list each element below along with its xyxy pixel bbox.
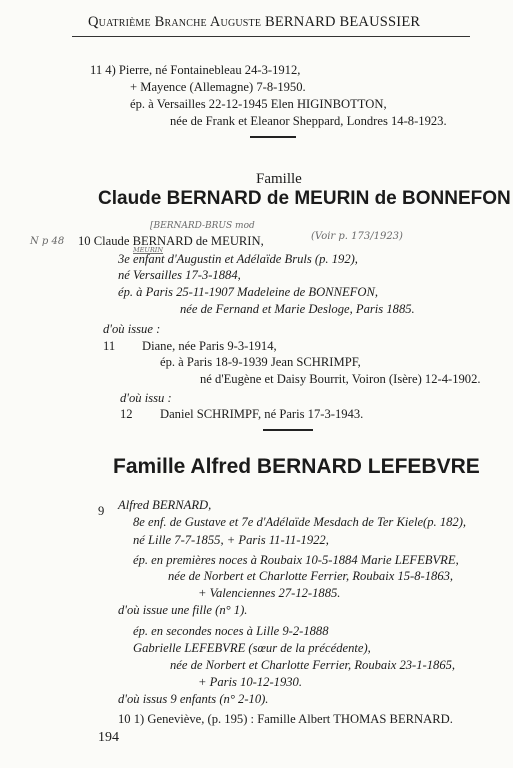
entry-line: ép. en premières noces à Roubaix 10-5-1884 Marie LEFEBVRE, xyxy=(133,553,459,567)
entry-line: née de Norbert et Charlotte Ferrier, Roubaix 23-1-1865, xyxy=(170,658,456,672)
entry-line: Daniel SCHRIMPF, né Paris 17-3-1943. xyxy=(160,407,364,421)
entry-line: Diane, née Paris 9-3-1914, xyxy=(142,339,277,353)
entry-line: Gabrielle LEFEBVRE (sœur de la précédente), xyxy=(133,641,371,655)
entry-line: + Mayence (Allemagne) 7-8-1950. xyxy=(130,80,306,94)
handwritten-annotation: [BERNARD-BRUS mod xyxy=(150,221,255,231)
entry-line: Alfred BERNARD, xyxy=(118,498,212,512)
entry-line: + Valenciennes 27-12-1885. xyxy=(198,586,341,600)
entry-line: ép. à Paris 18-9-1939 Jean SCHRIMPF, xyxy=(160,355,361,369)
entry-line: 10 Claude BERNARD de MEURIN, xyxy=(78,234,264,248)
entry-line: + Paris 10-12-1930. xyxy=(198,675,302,689)
entry-line: 8e enf. de Gustave et 7e d'Adélaïde Mesdach de Ter Kiele(p. 182), xyxy=(133,515,467,529)
entry-number: 9 xyxy=(98,504,105,518)
entry-line: d'où issue : xyxy=(103,322,161,336)
entry-line: 10 1) Geneviève, (p. 195) : Famille Albert THOMAS BERNARD. xyxy=(118,712,453,726)
entry-line: ép. à Versailles 22-12-1945 Elen HIGINBOTTON, xyxy=(130,97,387,111)
entry-line: née de Fernand et Marie Desloge, Paris 1885. xyxy=(180,302,415,316)
entry-line: d'où issus 9 enfants (n° 2-10). xyxy=(118,692,269,706)
running-header: Quatrième Branche Auguste BERNARD BEAUSSIER xyxy=(88,14,421,30)
entry-line: 3e enfant d'Augustin et Adélaïde Bruls (p. 192), xyxy=(118,252,358,266)
margin-note: N p 48 xyxy=(30,236,65,247)
entry-number: 11 xyxy=(103,339,116,353)
entry-line: 11 4) Pierre, né Fontainebleau 24-3-1912, xyxy=(90,63,301,77)
section-label: Famille xyxy=(256,171,302,187)
entry-line: ép. à Paris 25-11-1907 Madeleine de BONNEFON, xyxy=(118,285,378,299)
entry-line: né Lille 7-7-1855, + Paris 11-11-1922, xyxy=(133,533,329,547)
family-title: Claude BERNARD de MEURIN de BONNEFON xyxy=(98,188,511,209)
entry-line: d'où issue une fille (n° 1). xyxy=(118,603,248,617)
page-number: 194 xyxy=(98,730,119,745)
section-separator xyxy=(250,136,296,138)
family-title: Famille Alfred BERNARD LEFEBVRE xyxy=(113,455,480,478)
entry-line: né Versailles 17-3-1884, xyxy=(118,268,241,282)
entry-number: 12 xyxy=(120,407,133,421)
header-rule xyxy=(72,36,470,37)
entry-line: ép. en secondes noces à Lille 9-2-1888 xyxy=(133,624,329,638)
entry-line: née de Norbert et Charlotte Ferrier, Roubaix 15-8-1863, xyxy=(168,569,454,583)
entry-line: d'où issu : xyxy=(120,391,172,405)
entry-line: née de Frank et Eleanor Sheppard, Londres 14-8-1923. xyxy=(170,114,447,128)
entry-line: né d'Eugène et Daisy Bourrit, Voiron (Isère) 12-4-1902. xyxy=(200,372,481,386)
handwritten-annotation: MEURIN xyxy=(133,246,164,254)
handwritten-annotation: (Voir p. 173/1923) xyxy=(311,231,403,242)
section-separator xyxy=(263,429,313,431)
